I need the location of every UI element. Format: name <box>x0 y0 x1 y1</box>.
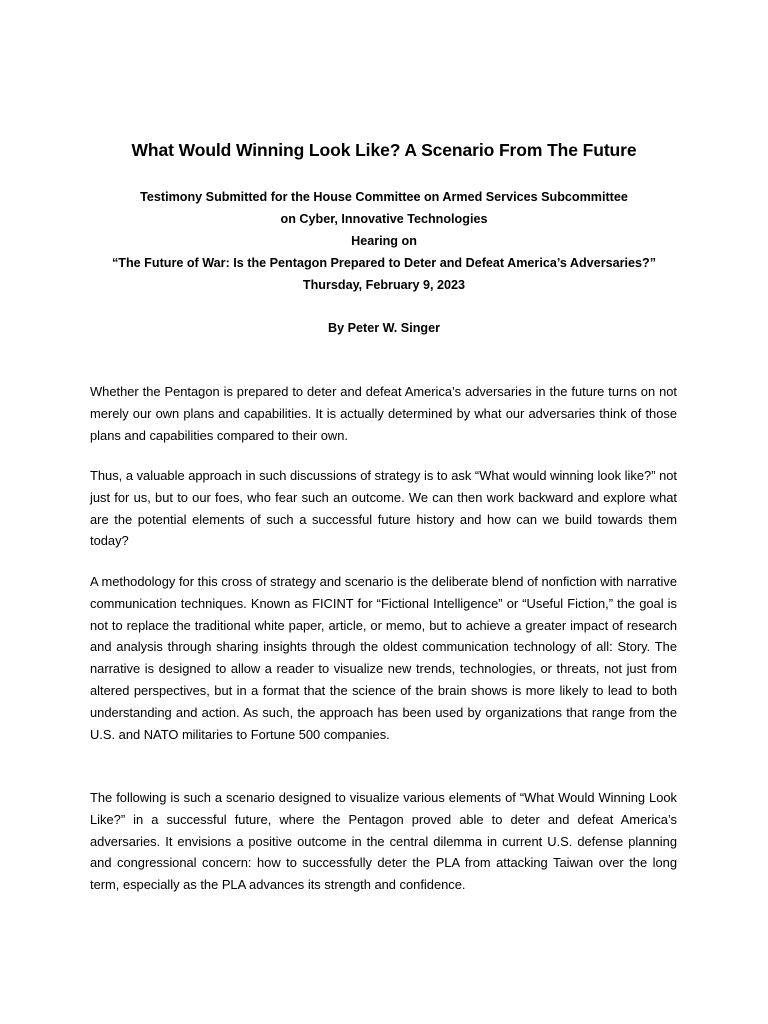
subheading-line: Hearing on <box>351 234 417 248</box>
hearing-date: Thursday, February 9, 2023 <box>302 278 466 292</box>
testimony-subheading <box>60 186 708 296</box>
body-paragraph: Whether the Pentagon is prepared to deter and defeat America’s adversaries in the future turns on not merely our own plans and capabilities. It is actually determined by what our adversaries think of those plans and capabilities compared to their own. <box>90 384 677 443</box>
subheading-line: Testimony Submitted for the House Committee on Armed Services Subcommittee <box>140 190 628 204</box>
body-paragraph: The following is such a scenario designed to visualize various elements of “What Would Winning Look Like?” in a successful future, where the Pentagon proved able to deter and defeat America’s adversaries. It envisions a positive outcome in the central dilemma in current U.S. defense planning and congressional concern: how to successfully deter the PLA from attacking Taiwan over the long term, especially as the PLA advances its strength and confidence. <box>90 790 677 893</box>
body-paragraph: Thus, a valuable approach in such discussions of strategy is to ask “What would winning look like?” not just for us, but to our foes, who fear such an outcome. We can then work backward and explore what are the potential elements of such a successful future history and how can we build towards them today? <box>90 468 677 549</box>
subheading-line: on Cyber, Innovative Technologies <box>280 212 488 226</box>
document-title: What Would Winning Look Like? A Scenario From The Future <box>131 140 637 160</box>
hearing-title: “The Future of War: Is the Pentagon Prepared to Deter and Defeat America’s Adversaries?” <box>112 256 656 270</box>
author-byline: By Peter W. Singer <box>328 321 440 335</box>
body-paragraph: A methodology for this cross of strategy and scenario is the deliberate blend of nonfiction with narrative communication techniques. Known as FICINT for “Fictional Intelligence” or “Useful Fiction,” the goal is not to replace the traditional white paper, article, or memo, but to achieve a greater impact of research and analysis through sharing insights through the oldest communication technology of all: Story. The narrative is designed to allow a reader to visualize new trends, technologies, or threats, not just from altered perspectives, but in a format that the science of the brain shows is more likely to lead to both understanding and action. As such, the approach has been used by organizations that range from the U.S. and NATO militaries to Fortune 500 companies. <box>90 574 677 742</box>
